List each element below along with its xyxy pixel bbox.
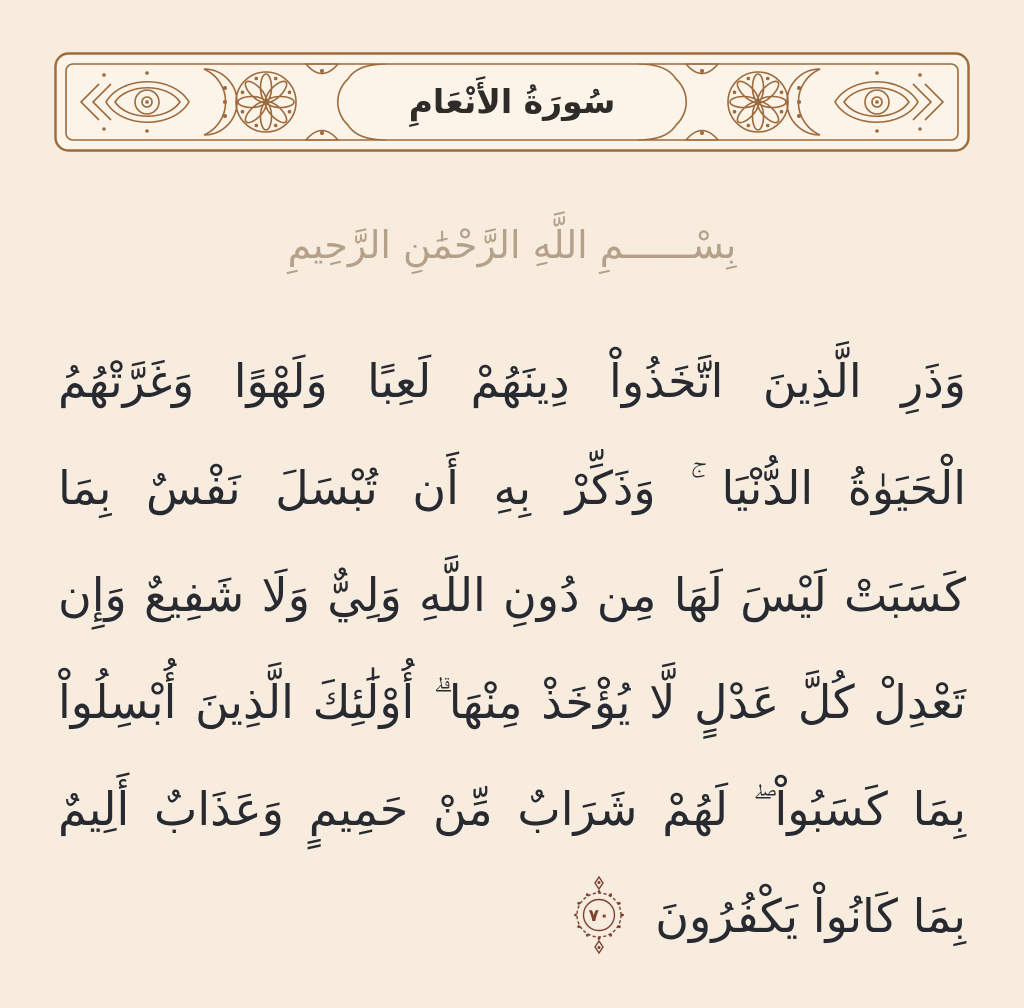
verse-line: بِمَا كَسَبُواْ ۖ لَهُمْ شَرَابٌ مِّنْ حَمِيمٍ وَعَذَابٌ أَلِيمٌ	[58, 782, 966, 836]
verse-line: الْحَيَوٰةُ الدُّنْيَا ۚ وَذَكِّرْ بِهِ أَن تُبْسَلَ نَفْسٌ بِمَا	[58, 461, 966, 515]
ayah-number: ٧٠	[588, 905, 609, 926]
verse-line	[58, 863, 966, 970]
surah-header-banner	[54, 52, 970, 152]
verse-line: وَذَرِ الَّذِينَ اتَّخَذُواْ دِينَهُمْ لَعِبًا وَلَهْوًا وَغَرَّتْهُمُ	[58, 354, 966, 408]
surah-title: سُورَةُ الأَنْعَامِ	[408, 82, 616, 121]
ayah-number-medallion	[571, 873, 627, 957]
banner-outer-border	[56, 54, 969, 151]
banner-ornament-frame	[54, 52, 970, 152]
verse-line-text: بِمَا كَانُواْ يَكْفُرُونَ	[655, 889, 966, 943]
verse-line: تَعْدِلْ كُلَّ عَدْلٍ لَّا يُؤْخَذْ مِنْهَا ۗ أُوْلَٰئِكَ الَّذِينَ أُبْسِلُواْ	[58, 675, 966, 729]
bismillah-text: بِسْــــــمِ اللَّهِ الرَّحْمَٰنِ الرَّحِيمِ	[287, 223, 737, 267]
verse-line: كَسَبَتْ لَيْسَ لَهَا مِن دُونِ اللَّهِ وَلِيٌّ وَلَا شَفِيعٌ وَإِن	[58, 568, 966, 622]
verse-text-block	[58, 328, 966, 970]
